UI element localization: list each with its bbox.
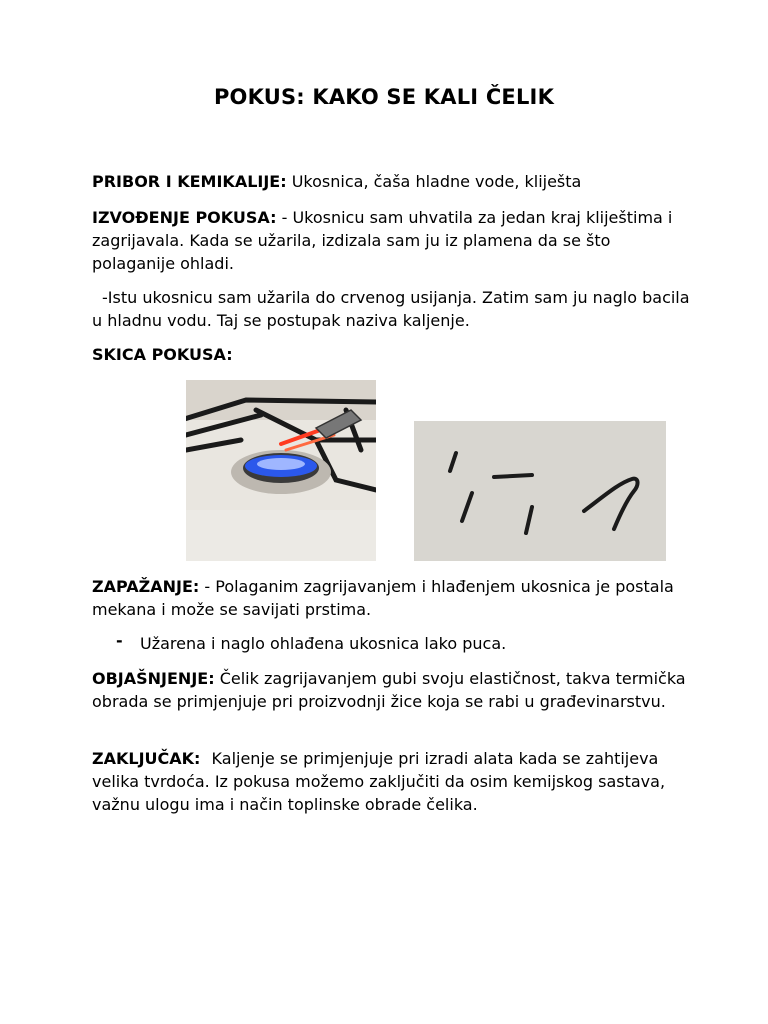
pribor-text: Ukosnica, čaša hladne vode, kliješta (291, 172, 582, 191)
zapazanje-paragraph (92, 575, 692, 621)
zapazanje-label: ZAPAŽANJE: (92, 577, 200, 596)
skica-label: SKICA POKUSA: (92, 345, 233, 364)
pribor-paragraph (92, 170, 692, 193)
photo-broken-hairpins (414, 421, 666, 561)
zapazanje-bullet-text: Užarena i naglo ohlađena ukosnica lako puca. (140, 634, 507, 653)
skica-heading (92, 343, 692, 366)
zakljucak-paragraph (92, 747, 692, 816)
izvodjenje-paragraph-2 (92, 286, 692, 332)
page-title: POKUS: KAKO SE KALI ČELIK (213, 85, 555, 109)
photo-stove-hairpin (186, 380, 376, 561)
pribor-label: PRIBOR I KEMIKALIJE: (92, 172, 287, 191)
zapazanje-text: - Polaganim zagrijavanjem i hlađenjem ukosnica je postala mekana i može se savijati prstima. (92, 577, 674, 619)
zapazanje-bullet (140, 632, 680, 655)
izvodjenje-text: - Ukosnicu sam uhvatila za jedan kraj kliještima i zagrijavala. Kada se užarila, izdizala sam ju iz plamena da se što polaganije ohladi. (92, 208, 673, 273)
zakljucak-label: ZAKLJUČAK: (92, 749, 201, 768)
bullet-dash: - (116, 631, 123, 650)
objasnjenje-text: Čelik zagrijavanjem gubi svoju elastičnost, takva termička obrada se primjenjuje pri proizvodnji žice koja se rabi u građevinarstvu. (92, 669, 686, 711)
objasnjenje-paragraph (92, 667, 692, 713)
izvodjenje-label: IZVOĐENJE POKUSA: (92, 208, 277, 227)
izvodjenje-2-text: -Istu ukosnicu sam užarila do crvenog usijanja. Zatim sam ju naglo bacila u hladnu vodu. Taj se postupak naziva kaljenje. (92, 288, 690, 330)
objasnjenje-label: OBJAŠNJENJE: (92, 669, 215, 688)
zakljucak-text: Kaljenje se primjenjuje pri izradi alata kada se zahtijeva velika tvrdoća. Iz pokusa možemo zaključiti da osim kemijskog sastava, važnu ulogu ima i način toplinske obrade čelika. (92, 749, 666, 814)
izvodjenje-paragraph (92, 206, 692, 275)
